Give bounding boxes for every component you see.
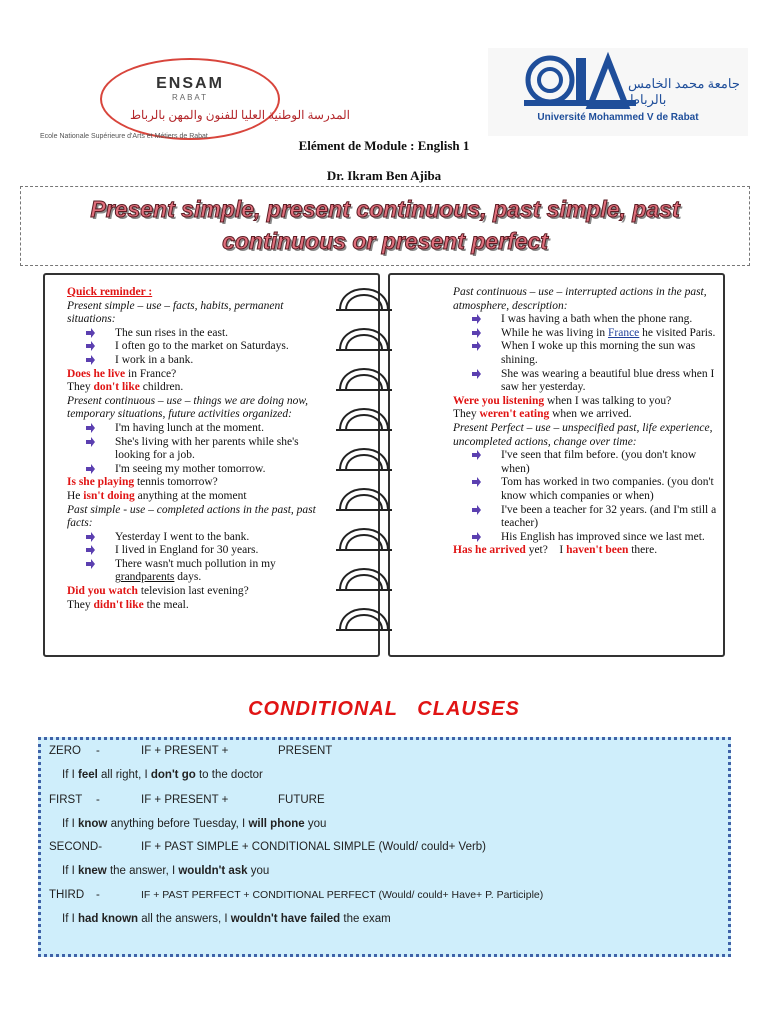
negative-subject: They (67, 598, 94, 611)
question-rest: tennis tomorrow? (134, 476, 218, 489)
france-link[interactable]: France (608, 326, 640, 339)
list-item-text: I was having a bath when the phone rang. (501, 313, 693, 326)
teacher-name: Dr. Ikram Ben Ajiba (326, 168, 442, 183)
arrow-bullet-icon (86, 355, 95, 365)
list-item-text: I'm seeing my mother tomorrow. (115, 462, 266, 475)
example-bold: know (77, 818, 108, 830)
list-item (453, 368, 718, 395)
list-item (453, 313, 718, 327)
list-item (67, 531, 325, 545)
negative-example (67, 490, 325, 504)
spiral-ring-icon (336, 609, 392, 630)
list-item (453, 476, 718, 503)
example-text: If I (62, 769, 78, 781)
spiral-binding (330, 280, 398, 650)
third-dash: - (96, 889, 100, 901)
list-item (453, 531, 718, 545)
underlined-word: grandparents (115, 571, 175, 584)
question-rest: yet? I (525, 544, 567, 557)
question-verb: Did you watch (67, 585, 138, 598)
list-item (453, 449, 718, 476)
arrow-bullet-icon (86, 423, 95, 433)
list-item-text-end: he visited Paris. (639, 326, 716, 339)
ensam-logo-text: ENSAM (156, 75, 224, 92)
left-page-content (67, 286, 325, 612)
first-label: FIRST (49, 794, 83, 806)
list-item-text: Yesterday I went to the bank. (115, 530, 250, 543)
list-item-text: I'm having lunch at the moment. (115, 421, 264, 434)
zero-example (62, 769, 263, 781)
present-continuous-heading: Present continuous – use – things we are doing now, temporary situations, future activities organized: (67, 394, 309, 421)
past-simple-heading: Past simple - use – completed actions in the past, past facts: (67, 503, 316, 530)
spiral-ring-icon (336, 289, 392, 310)
question-verb: Is she playing (67, 476, 135, 489)
arrow-bullet-icon (86, 559, 95, 569)
list-item-text: I often go to the market on Saturdays. (115, 340, 289, 353)
arrow-bullet-icon (472, 314, 481, 324)
example-text: If I (62, 865, 78, 877)
list-item (67, 558, 325, 585)
third-label: THIRD (49, 889, 85, 901)
example-text: you (247, 865, 270, 877)
spiral-ring-icon (336, 569, 392, 590)
page-title-line-1: Present simple, present continuous, past simple, past (90, 196, 680, 222)
university-logo (488, 48, 748, 136)
list-item (67, 544, 325, 558)
arrow-bullet-icon (472, 450, 481, 460)
list-item-text: I've seen that film before. (you don't know when) (501, 449, 697, 475)
question-negative-example (453, 544, 718, 558)
list-item (67, 436, 325, 463)
list-item (67, 463, 325, 477)
question-example (67, 476, 325, 490)
negative-example (67, 599, 325, 613)
past-continuous-heading: Past continuous – use – interrupted actions in the past, atmosphere, description: (453, 286, 707, 312)
university-arabic-name: جامعة محمد الخامس بالرباط (628, 76, 740, 107)
module-title: Elément de Module : English 1 (298, 138, 470, 153)
zero-dash: - (96, 745, 100, 757)
question-rest: television last evening? (137, 585, 249, 598)
first-formula-result: FUTURE (278, 794, 325, 806)
negative-rest: there. (628, 544, 658, 557)
negative-subject: They (453, 408, 480, 421)
zero-formula-if: IF + PRESENT + (141, 745, 229, 757)
list-item-text: His English has improved since we last met. (501, 530, 705, 543)
question-example (67, 585, 325, 599)
list-item-text: Tom has worked in two companies. (you don't know which companies or when) (501, 476, 714, 502)
question-rest: in France? (125, 367, 177, 380)
spiral-ring-icon (336, 369, 392, 390)
arrow-bullet-icon (472, 369, 481, 379)
question-rest: when I was talking to you? (544, 394, 672, 407)
example-bold: had known (77, 913, 139, 925)
first-example (62, 818, 326, 830)
quick-reminder-heading: Quick reminder : (67, 286, 153, 298)
negative-rest: the meal. (143, 598, 189, 611)
example-bold: feel (77, 769, 98, 781)
negative-subject: He (67, 489, 84, 502)
example-text: you (304, 818, 327, 830)
arrow-bullet-icon (472, 477, 481, 487)
arrow-bullet-icon (472, 532, 481, 542)
spiral-ring-icon (336, 409, 392, 430)
arrow-bullet-icon (86, 341, 95, 351)
list-item (67, 340, 325, 354)
first-formula-if: IF + PRESENT + (141, 794, 229, 806)
third-formula: IF + PAST PERFECT + CONDITIONAL PERFECT (Would/ could+ Have+ P. Participle) (141, 889, 544, 901)
present-simple-heading: Present simple – use – facts, habits, permanent situations: (67, 299, 284, 326)
list-item-text: The sun rises in the east. (115, 326, 229, 339)
list-item-text: While he was living in (501, 326, 608, 339)
negative-verb: don't like (93, 381, 140, 394)
zero-formula-result: PRESENT (278, 745, 333, 757)
university-name: Université Mohammed V de Rabat (537, 112, 699, 123)
spiral-ring-icon (336, 529, 392, 550)
negative-verb: didn't like (93, 598, 144, 611)
example-text: If I (62, 818, 78, 830)
question-verb: Does he live (67, 367, 126, 380)
page-title-line-2: continuous or present perfect (222, 228, 548, 254)
example-text: anything before Tuesday, I (107, 818, 249, 830)
question-verb: Were you listening (453, 394, 545, 407)
negative-rest: anything at the moment (134, 489, 247, 502)
arrow-bullet-icon (86, 437, 95, 447)
conditional-clauses-title: CONDITIONAL CLAUSES (248, 698, 520, 720)
title-banner (20, 186, 750, 266)
question-example (67, 368, 325, 382)
spiral-ring-icon (336, 449, 392, 470)
third-example (62, 913, 391, 925)
ensam-arabic-name: المدرسة الوطنية العليا للفنون والمهن بالرباط (129, 108, 350, 122)
right-page-content (453, 286, 718, 558)
list-item-text: I've been a teacher for 32 years. (and I'm still a teacher) (501, 503, 717, 530)
list-item (67, 422, 325, 436)
present-perfect-heading: Present Perfect – use – unspecified past, life experience, uncompleted actions, change over time: (453, 421, 713, 448)
example-bold: will phone (248, 818, 305, 830)
example-text: all right, I (97, 769, 151, 781)
ensam-logo (30, 50, 360, 145)
list-item (453, 504, 718, 531)
list-item-text: I work in a bank. (115, 353, 194, 366)
arrow-bullet-icon (472, 505, 481, 515)
list-item (453, 327, 718, 341)
question-example (453, 395, 718, 409)
example-bold: wouldn't have failed (230, 913, 341, 925)
spiral-ring-icon (336, 489, 392, 510)
example-bold: knew (77, 865, 107, 877)
example-bold: don't go (150, 769, 196, 781)
list-item (453, 340, 718, 367)
list-item-text: There wasn't much pollution in my (115, 557, 276, 570)
arrow-bullet-icon (86, 464, 95, 474)
second-example (62, 865, 269, 877)
list-item-text: When I woke up this morning the sun was shining. (501, 340, 696, 366)
negative-verb: weren't eating (479, 408, 550, 421)
negative-verb: isn't doing (83, 489, 135, 502)
list-item-text: She was wearing a beautiful blue dress when I saw her yesterday. (501, 367, 715, 394)
arrow-bullet-icon (86, 328, 95, 338)
second-label: SECOND- (49, 841, 103, 853)
example-text: all the answers, I (138, 913, 231, 925)
negative-example (67, 381, 325, 395)
question-verb: Has he arrived (453, 544, 526, 557)
negative-rest: when we arrived. (549, 408, 632, 421)
negative-rest: children. (139, 381, 184, 394)
arrow-bullet-icon (472, 328, 481, 338)
spiral-ring-icon (336, 329, 392, 350)
negative-subject: They (67, 381, 94, 394)
arrow-bullet-icon (472, 341, 481, 351)
list-item-text-end: days. (174, 571, 202, 584)
second-formula: IF + PAST SIMPLE + CONDITIONAL SIMPLE (Would/ could+ Verb) (141, 841, 487, 853)
list-item (67, 354, 325, 368)
example-text: to the doctor (195, 769, 263, 781)
list-item (67, 327, 325, 341)
arrow-bullet-icon (86, 532, 95, 542)
page-title (21, 193, 749, 257)
example-text: If I (62, 913, 78, 925)
zero-label: ZERO (49, 745, 81, 757)
negative-verb: haven't been (566, 544, 629, 557)
ensam-french-name: Ecole Nationale Supérieure d'Arts et Métiers de Rabat (40, 133, 208, 140)
negative-example (453, 408, 718, 422)
list-item-text: I lived in England for 30 years. (115, 544, 259, 557)
example-text: the exam (340, 913, 391, 925)
example-text: the answer, I (106, 865, 179, 877)
arrow-bullet-icon (86, 545, 95, 555)
first-dash: - (96, 794, 100, 806)
ensam-logo-oval (100, 58, 280, 140)
example-bold: wouldn't ask (178, 865, 248, 877)
list-item-text: She's living with her parents while she's looking for a job. (115, 435, 299, 462)
ensam-logo-city: RABAT (171, 93, 209, 102)
